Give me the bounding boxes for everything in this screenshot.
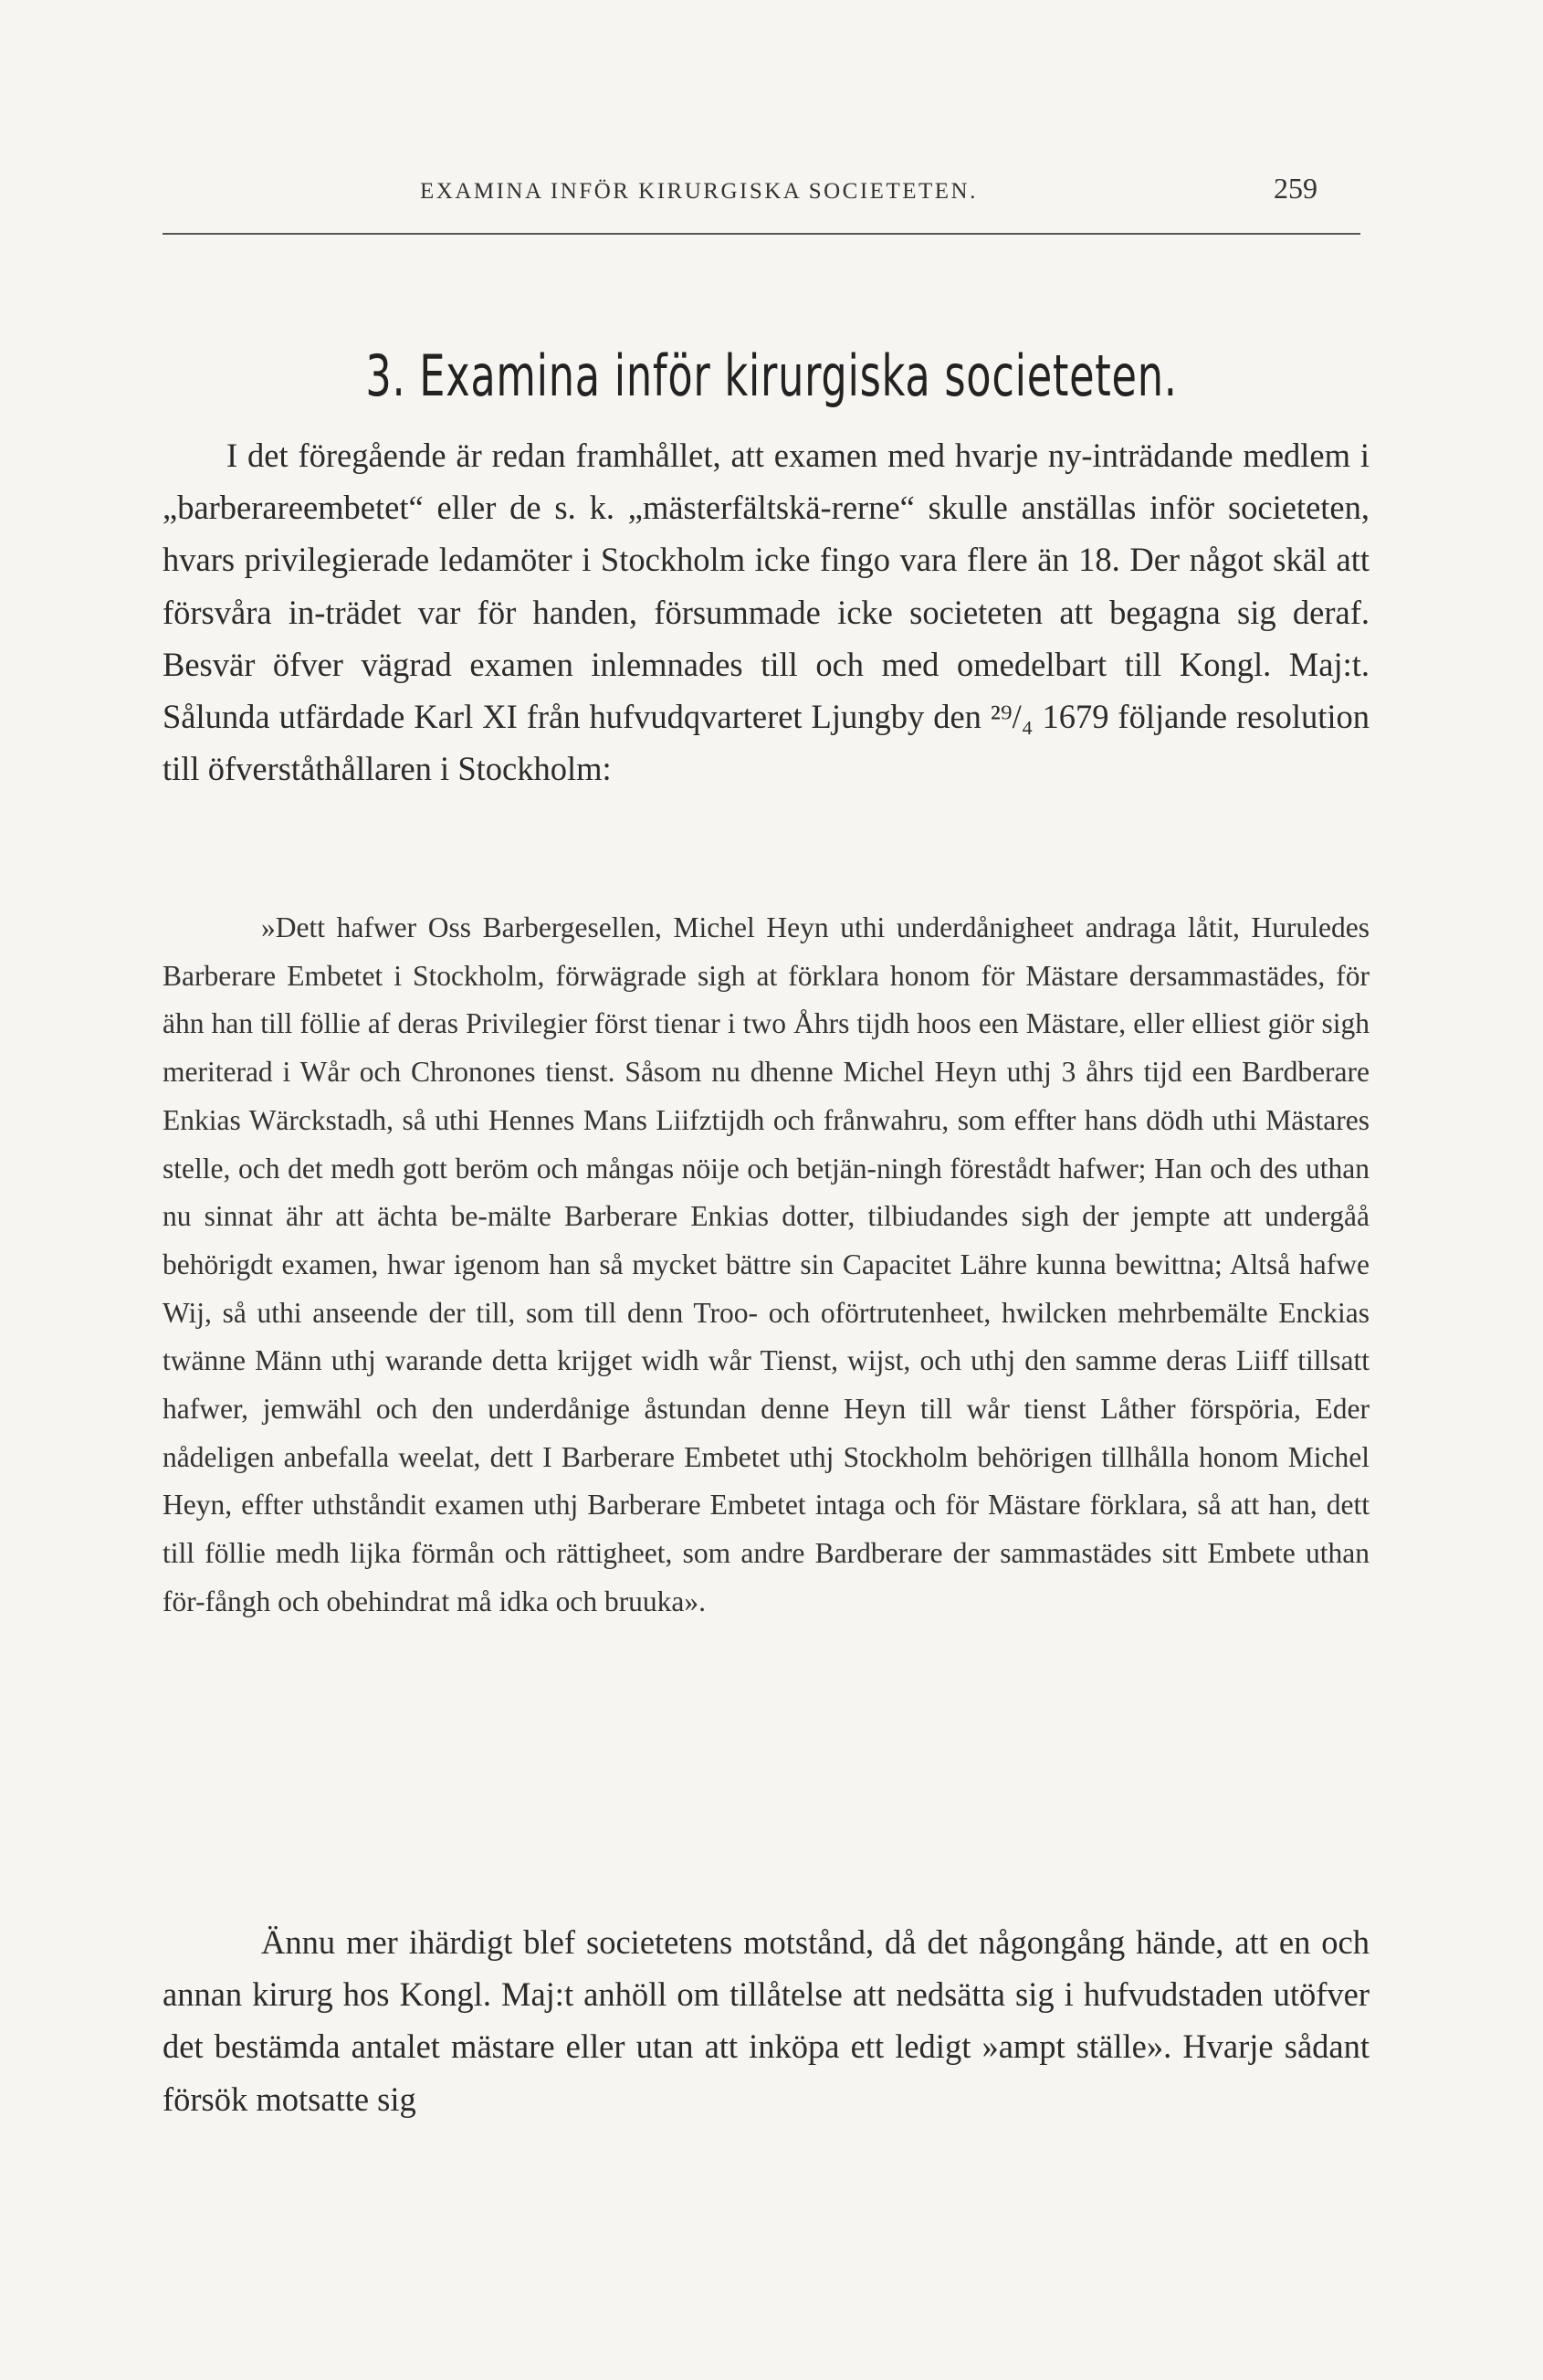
running-head: EXAMINA INFÖR KIRURGISKA SOCIETETEN. bbox=[420, 179, 978, 204]
paragraph-continuation: Ännu mer ihärdigt blef societetens motstånd, då det någongång hände, att en och annan kirurg hos Kongl. Maj:t anhöll om tillåtelse att nedsätta sig i hufvudstaden utöfver det bestämda antalet mästare eller utan att inköpa ett ledigt »ampt ställe». Hvarje sådant försök motsatte sig bbox=[163, 1923, 1370, 2118]
paragraph-intro: I det föregående är redan framhållet, att examen med hvarje ny-inträdande medlem i „barberareembetet“ eller de s. k. „mästerfältskä-rerne“ skulle anställas inför societeten, hvars privilegierade ledamöter i Stockholm icke fingo vara flere än 18. Der något skäl att försvåra in-trädet var för handen, försummade icke societeten att begagna sig deraf. Besvär öfver vägrad examen inlemnades till och med omedelbart till Kongl. Maj:t. Sålunda utfärdade Karl XI från hufvudqvarteret Ljungby den ²⁹/₄ 1679 följande resolution till öfverståthållaren i Stockholm: bbox=[163, 437, 1370, 788]
quoted-resolution: »Dett hafwer Oss Barbergesellen, Michel Heyn uthi underdånigheet andraga låtit, Huruledes Barberare Embetet i Stockholm, förwägrade sigh at förklara honom för Mästare dersammastädes, för ähn han till föllie af deras Privilegier först tienar i two Åhrs tijdh hoos een Mästare, eller elliest giör sigh meriterad i Wår och Chronones tienst. Såsom nu dhenne Michel Heyn uthj 3 åhrs tijd een Bardberare Enkias Wärckstadh, så uthi Hennes Mans Liifztijdh och frånwahru, som effter hans dödh uthi Mästares stelle, och det medh gott beröm och mångas nöije och betjän-ningh förestådt hafwer; Han och des uthan nu sinnat ähr att ächta be-mälte Barberare Enkias dotter, tilbiudandes sigh der jempte att undergåå behörigdt examen, hwar igenom han så mycket bättre sin Capacitet Lähre kunna bewittna; Altså hafwe Wij, så uthi anseende der till, som till denn Troo- och oförtrutenheet, hwilcken mehrbemälte Enckias twänne Männ uthj warande detta krijget widh wår Tienst, wijst, och uthj den samme deras Liiff tillsatt hafwer, jemwähl och den underdånige åstundan denne Heyn till wår tienst Låther förspöria, Eder nådeligen anbefalla weelat, dett I Barberare Embetet uthj Stockholm behörigen tillhålla honom Michel Heyn, effter uthståndit examen uthj Barberare Embetet intaga och för Mästare förklara, så att han, dett till föllie medh lijka förmån och rättigheet, som andre Bardberare der sammastädes sitt Embete uthan för-fångh och obehindrat må idka och bruuka». bbox=[163, 911, 1370, 1617]
header-rule bbox=[163, 233, 1360, 235]
page-number: 259 bbox=[1274, 172, 1317, 205]
section-title: 3. Examina inför kirurgiska societeten. bbox=[365, 342, 1178, 409]
